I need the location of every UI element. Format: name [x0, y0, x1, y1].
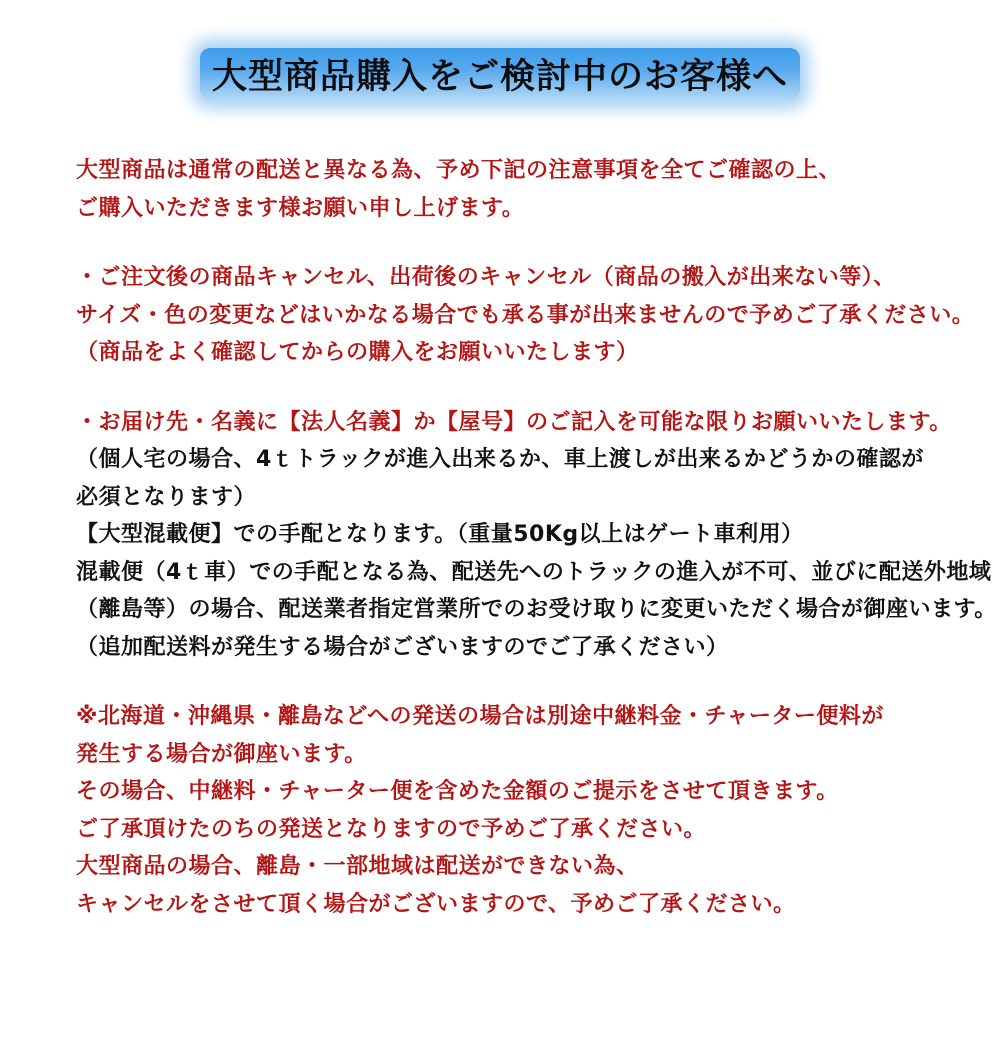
notice-block-delivery-info [76, 404, 997, 667]
notice-line: 発生する場合が御座います。 [76, 741, 367, 767]
notice-body [0, 152, 1000, 923]
page-title: 大型商品購入をご検討中のお客様へ [211, 57, 788, 97]
notice-line: （離島等）の場合、配送業者指定営業所でのお受け取りに変更いただく場合が御座います。 [76, 597, 997, 622]
notice-line: 【大型混載便】での手配となります。（重量50Kg以上はゲート車利用） [76, 522, 804, 547]
notice-block-remote-area [76, 698, 964, 923]
notice-line: 必須となります） [76, 484, 257, 510]
notice-line: ・ご注文後の商品キャンセル、出荷後のキャンセル（商品の搬入が出来ない等）、 [76, 265, 896, 290]
notice-line: サイズ・色の変更などはいかなる場合でも承る事が出来ませんので予めご了承ください。 [76, 302, 975, 328]
notice-line: キャンセルをさせて頂く場合がございますので、予めご了承ください。 [76, 891, 796, 917]
notice-line: （商品をよく確認してからの購入をお願いいたします） [76, 340, 639, 365]
notice-block-intro [76, 152, 964, 227]
title-banner-background [200, 48, 800, 100]
notice-line: ご購入いただきます様お願い申し上げます。 [76, 195, 525, 221]
notice-line: 混載便（4ｔ車）での手配となる為、配送先へのトラックの進入が不可、並びに配送外地域 [76, 559, 992, 585]
notice-line: 大型商品は通常の配送と異なる為、予め下記の注意事項を全てご確認の上、 [76, 158, 842, 183]
notice-block-cancel-policy [76, 259, 975, 372]
notice-line: （追加配送料が発生する場合がございますのでご了承ください） [76, 634, 729, 660]
notice-line: ご了承頂けたのちの発送となりますので予めご了承ください。 [76, 816, 707, 842]
title-banner [200, 48, 800, 100]
notice-line: その場合、中継料・チャーター便を含めた金額のご提示をさせて頂きます。 [76, 779, 839, 804]
notice-line: 大型商品の場合、離島・一部地域は配送ができない為、 [76, 854, 639, 879]
notice-line: （個人宅の場合、4ｔトラックが進入出来るか、車上渡しが出来るかどうかの確認が [76, 447, 924, 472]
notice-line: ・お届け先・名義に【法人名義】か【屋号】のご記入を可能な限りお願いいたします。 [76, 409, 952, 435]
notice-line: ※北海道・沖縄県・離島などへの発送の場合は別途中継料金・チャーター便料が [76, 704, 884, 729]
